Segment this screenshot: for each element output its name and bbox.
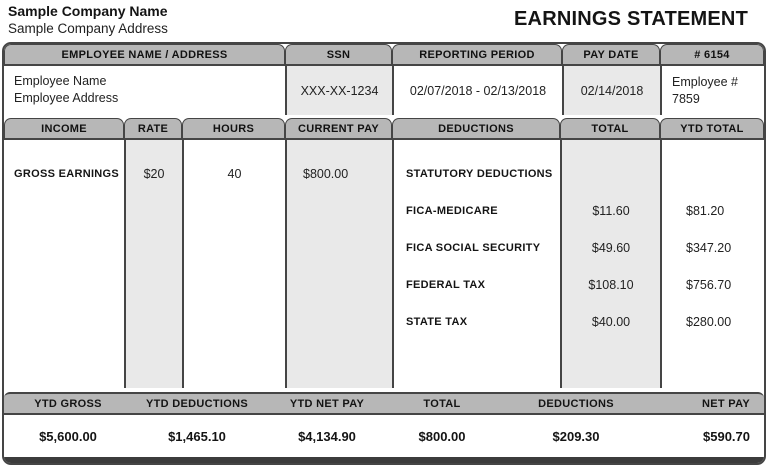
header-deductions: DEDUCTIONS xyxy=(392,118,560,138)
deduction-ytd-total: $280.00 xyxy=(686,314,732,329)
ytd-gross-value: $5,600.00 xyxy=(39,428,97,444)
current-pay-value: $800.00 xyxy=(303,166,349,181)
statement-frame xyxy=(2,42,766,465)
deduction-total: $108.10 xyxy=(588,277,634,292)
deduction-label: FICA SOCIAL SECURITY xyxy=(406,241,541,254)
reporting-period-value: 02/07/2018 - 02/13/2018 xyxy=(392,66,562,115)
deductions-column xyxy=(392,140,560,388)
ssn-value: XXX-XX-1234 xyxy=(285,66,392,115)
header-total: TOTAL xyxy=(560,118,660,138)
employee-address: Employee Address xyxy=(14,90,119,105)
deductions-total-column xyxy=(560,140,660,388)
deduction-label: FEDERAL TAX xyxy=(406,278,486,291)
letterhead xyxy=(0,0,768,40)
header-ssn: SSN xyxy=(285,44,392,64)
header-hours: HOURS xyxy=(182,118,285,138)
header-ytd-net-pay: YTD NET PAY xyxy=(289,397,365,410)
deduction-total: $11.60 xyxy=(592,203,630,218)
deduction-ytd-total: $81.20 xyxy=(686,203,725,218)
deduction-label: STATUTORY DEDUCTIONS xyxy=(406,167,553,180)
footer-bar xyxy=(4,457,764,463)
hours-value: 40 xyxy=(227,166,242,181)
rate-value: $20 xyxy=(143,166,165,181)
deduction-ytd-total: $347.20 xyxy=(686,240,732,255)
ytd-net-pay-value: $4,134.90 xyxy=(298,428,356,444)
summary-values-row xyxy=(4,415,764,457)
deduction-total: $40.00 xyxy=(591,314,631,329)
income-label: GROSS EARNINGS xyxy=(14,167,120,180)
header-reporting-period: REPORTING PERIOD xyxy=(392,44,562,64)
rate-column xyxy=(124,140,182,388)
main-table-body xyxy=(4,140,764,388)
hours-column xyxy=(182,140,285,388)
header-summary-deductions: DEDUCTIONS xyxy=(538,397,614,410)
deduction-total: $49.60 xyxy=(591,240,631,255)
current-pay-column xyxy=(285,140,392,388)
deduction-label: FICA-MEDICARE xyxy=(406,204,498,217)
header-ytd-deductions: YTD DEDUCTIONS xyxy=(146,397,248,410)
header-rate: RATE xyxy=(124,118,182,138)
pay-date-value: 02/14/2018 xyxy=(562,66,660,115)
deduction-total xyxy=(562,155,660,192)
employee-name: Employee Name xyxy=(14,74,107,88)
header-employee-name-address: EMPLOYEE NAME / ADDRESS xyxy=(4,44,285,64)
income-column xyxy=(4,140,124,388)
page-title: EARNINGS STATEMENT xyxy=(514,8,748,30)
header-ytd-total: YTD TOTAL xyxy=(660,118,764,138)
deduction-ytd-total: $756.70 xyxy=(686,277,732,292)
header-income: INCOME xyxy=(4,118,124,138)
company-name: Sample Company Name xyxy=(8,3,168,19)
employee-info-header-row xyxy=(4,44,764,66)
employee-number-label: Employee # xyxy=(672,75,739,90)
deductions-ytd-column xyxy=(660,140,764,388)
company-block xyxy=(0,0,168,37)
summary-deductions-value: $209.30 xyxy=(552,428,600,444)
header-net-pay: NET PAY xyxy=(702,397,750,410)
employee-info-data-row xyxy=(4,66,764,115)
main-table-header-row xyxy=(4,118,764,140)
header-statement-number: # 6154 xyxy=(660,44,764,64)
summary-total-value: $800.00 xyxy=(418,428,466,444)
deduction-ytd-total xyxy=(662,155,764,192)
employee-number-value: 7859 xyxy=(672,91,700,106)
header-ytd-gross: YTD GROSS xyxy=(34,397,102,410)
header-current-pay: CURRENT PAY xyxy=(285,118,392,138)
net-pay-value: $590.70 xyxy=(703,428,750,444)
header-pay-date: PAY DATE xyxy=(562,44,660,64)
header-summary-total: TOTAL xyxy=(423,397,461,410)
ytd-deductions-value: $1,465.10 xyxy=(168,428,226,444)
summary-header-row xyxy=(4,392,764,415)
employee-name-address-cell xyxy=(4,66,285,115)
employee-number-cell xyxy=(660,66,764,115)
company-address: Sample Company Address xyxy=(8,20,168,36)
deduction-label: STATE TAX xyxy=(406,315,468,328)
